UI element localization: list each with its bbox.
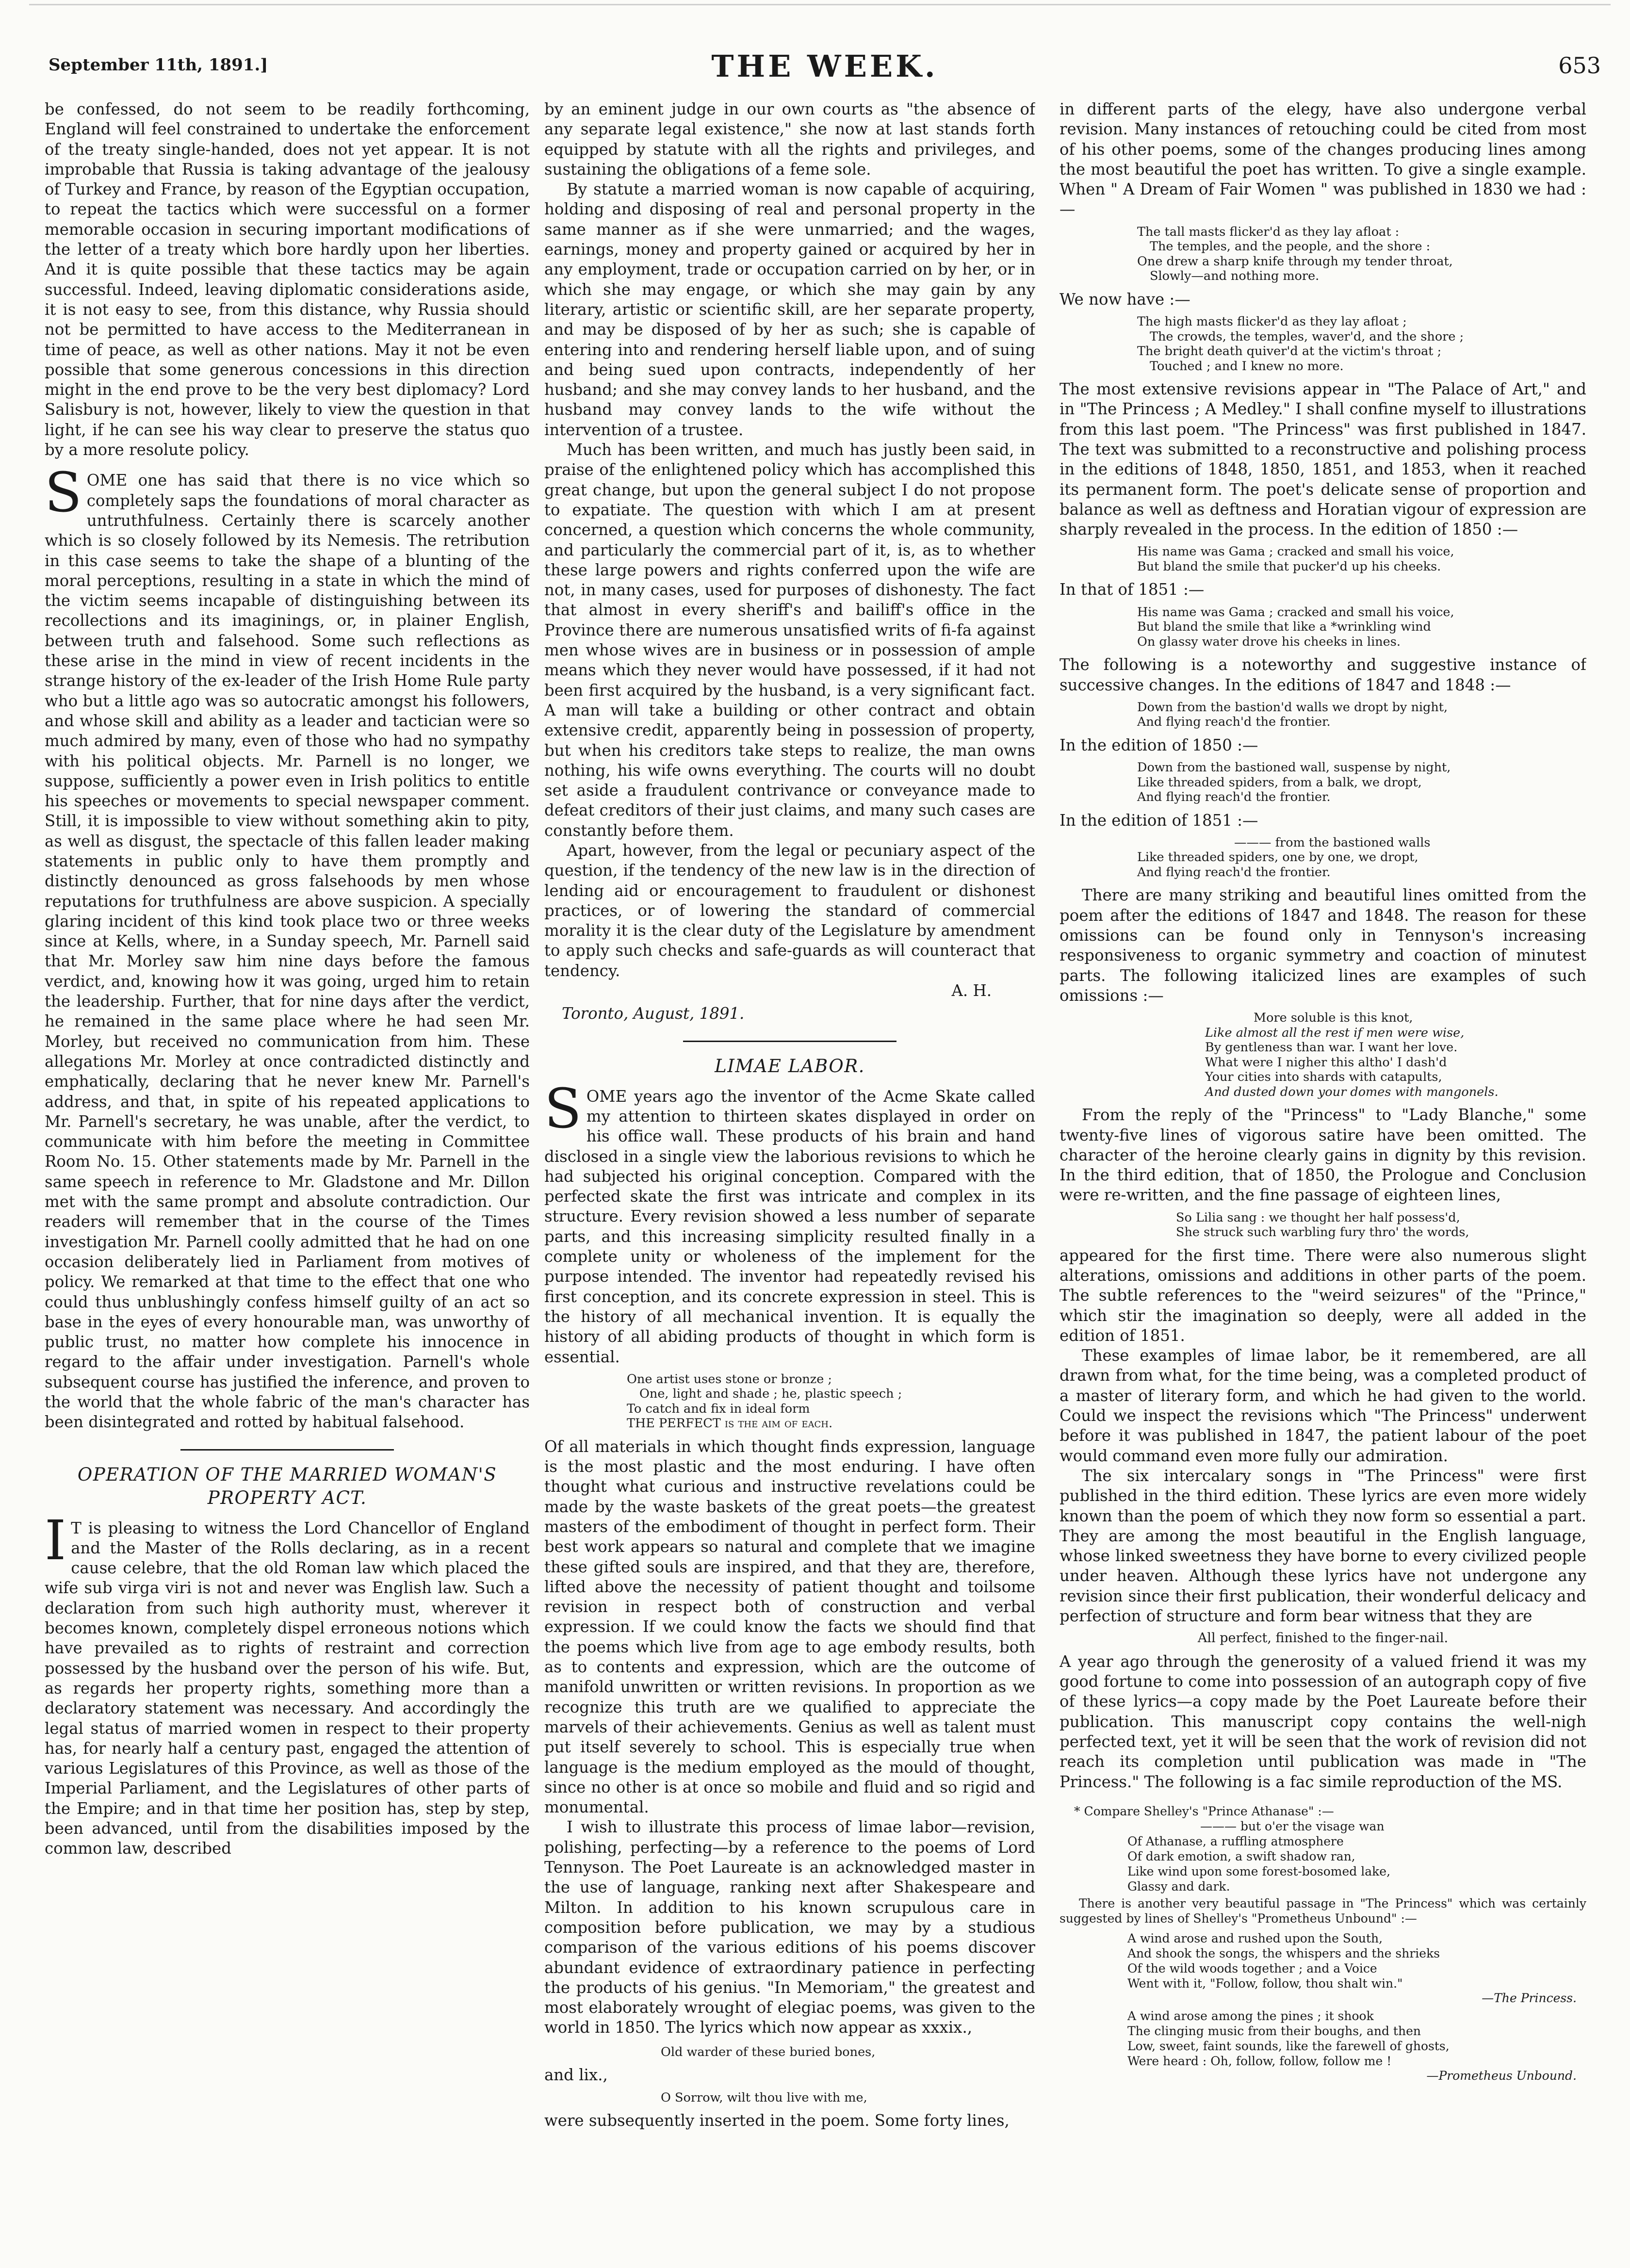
poem-line: And shook the songs, the whispers and the shrieks xyxy=(1127,1946,1440,1960)
princess-paragraph: The most extensive revisions appear in "The Palace of Art," and in "The Princess ; A Medley." I shall confine myself to illustrations from this last poem. "The Princess" was first published in 1847. The text was submitted to a reconstructive and polishing process in the editions of 1848, 1850, 1851, and 1853, when it reached its permanent form. The poet's delicate sense of proportion and balance as well as deftness and Horatian vigour of expression are sharply revealed in the process. In the edition of 1850 :— xyxy=(1060,380,1586,539)
poem-line: The temples, and the people, and the shore : xyxy=(1150,239,1431,254)
poem-line: But bland the smile that pucker'd up his cheeks. xyxy=(1137,559,1441,574)
successive-changes-paragraph: The following is a noteworthy and suggestive instance of successive changes. In the editions of 1847 and 1848 :— xyxy=(1060,655,1586,694)
poem-line: So Lilia sang : we thought her half possess'd, xyxy=(1176,1210,1460,1225)
column-3 xyxy=(1060,99,1586,2258)
poem-line: A wind arose among the pines ; it shook xyxy=(1127,2008,1374,2023)
poem-line: What were I nigher this altho' I dash'd xyxy=(1205,1055,1447,1070)
publication-title: THE WEEK. xyxy=(711,49,938,84)
statute-paragraph: By statute a married woman is now capable of acquiring, holding and disposing of real and personal property in the same manner as if she were unmarried; and the wages, earnings, money and property gained or acquired by her in any employment, trade or occupation carried on by her, or in which she may engage, or which she may gain by any literary, artistic or scientific skill, are her separate property, and may be disposed of by her as such; she is capable of entering into and rendering herself liable upon, and of suing and being sued upon contracts, independently of her husband; and she may convey lands to her husband, and the husband may convey lands to the wife without the intervention of a trustee. xyxy=(544,180,1035,439)
elegy-paragraph: in different parts of the elegy, have also undergone verbal revision. Many instances of retouching could be cited from most of his other poems, some of the changes producing lines among the most beautiful the poet has written. To give a single example. When " A Dream of Fair Women " was published in 1830 we had :— xyxy=(1060,100,1586,219)
poem-line: And flying reach'd the frontier. xyxy=(1137,715,1331,730)
poem-dream-1830 xyxy=(1060,225,1586,284)
place-date: Toronto, August, 1891. xyxy=(562,1004,745,1023)
page-number: 653 xyxy=(1558,52,1601,79)
poem-line: A wind arose and rushed upon the South, xyxy=(1127,1931,1383,1945)
feme-sole-paragraph: by an eminent judge in our own courts as "the absence of any separate legal existence," she now at last stands forth equipped by statute with all the rights and privileges, and sustaining the obligations of a feme sole. xyxy=(544,100,1035,179)
limae-labor-examples-paragraph: These examples of limae labor, be it remembered, are all drawn from what, for the time being, was a completed product of a master of literary form, and which he had given to the world. Could we inspect the revisions which "The Princess" underwent before it was published in 1847, the patient labour of the poet would command even more fully our admiration. xyxy=(1060,1346,1586,1465)
footnote-prometheus-intro: There is another very beautiful passage in "The Princess" which was certainly suggested by lines of Shelley's "Prometheus Unbound" :— xyxy=(1060,1896,1586,1925)
poem-line: His name was Gama ; cracked and small his voice, xyxy=(1137,544,1454,559)
legislature-paragraph: Apart, however, from the legal or pecuniary aspect of the question, if the tendency of the new law is in the direction of lending aid or encouragement to fraudulent or dishonest practices, or of lowering the standard of commercial morality it is the clear duty of the Legislature by amendment to apply such checks and safe-guards as will counteract that tendency. xyxy=(544,841,1035,980)
ed-1851: In the edition of 1851 :— xyxy=(1060,811,1258,830)
poem-line: Down from the bastion'd walls we dropt by night, xyxy=(1137,700,1448,715)
footnote-intro: * Compare Shelley's "Prince Athanase" :— xyxy=(1074,1804,1334,1818)
poem-line: Slowly—and nothing more. xyxy=(1150,269,1320,284)
poem-bastion-1847 xyxy=(1060,700,1586,730)
skate-text: OME years ago the inventor of the Acme Skate called my attention to thirteen skates displayed in order on his office wall. These products of his brain and hand disclosed in a single view the laborious revisions to which he had subjected his original conception. Compared with the perfected skate the first was intricate and complex in its structure. Every revision showed a less number of separate parts, and this increasing simplicity resulted finally in a complete unity or wholeness of the implement for the purpose intended. The inventor had repeatedly revised his first conception, and its concrete expression in steel. This is the history of all mechanical invention. It is equally the history of all abiding products of thought in which form is essential. xyxy=(544,1087,1035,1366)
poem-line: Like almost all the rest if men were wise, xyxy=(1205,1025,1465,1040)
autograph-paragraph: A year ago through the generosity of a valued friend it was my good fortune to come into possession of an autograph copy of five of these lyrics—a copy made by the Poet Laureate before their publication. This manuscript copy contains the well-nigh perfected text, yet it will be seen that the work of revision did not reach its completion until publication was made in "The Princess." The following is a fac simile reproduction of the MS. xyxy=(1060,1652,1586,1791)
in-1851: In that of 1851 :— xyxy=(1060,580,1205,599)
poem-lilia xyxy=(1060,1210,1586,1240)
poem-line: The tall masts flicker'd as they lay afloat : xyxy=(1137,224,1400,239)
poem-line: Went with it, "Follow, follow, thou shalt win." xyxy=(1127,1976,1403,1991)
poem-line: THE PERFECT is the aim of each. xyxy=(627,1416,833,1431)
skate-paragraph xyxy=(544,1077,1035,1367)
parnell-paragraph xyxy=(45,461,530,1432)
poem-bastion-1850 xyxy=(1060,760,1586,805)
section-divider xyxy=(683,1041,896,1042)
poem-line: Low, sweet, faint sounds, like the farewell of ghosts, xyxy=(1127,2039,1450,2053)
poem-line: And dusted down your domes with mangonels. xyxy=(1205,1084,1499,1099)
section-divider xyxy=(180,1449,394,1451)
poem-line: More soluble is this knot, xyxy=(1254,1011,1413,1026)
top-scan-edge xyxy=(29,4,1611,5)
tennyson-paragraph: I wish to illustrate this process of limae labor—revision, polishing, perfecting—by a reference to the poems of Lord Tennyson. The Poet Laureate is an acknowledged master in the use of language, ranking next after Shakespeare and Milton. In addition to his known scrupulous care in composition before publication, we may by a studious comparison of the various editions of his poems discover abundant evidence of extraordinary patience in perfecting the products of his genius. "In Memoriam," the greatest and most elaborately wrought of elegiac poems, was given to the world in 1850. The lyrics which now appear as xxxix., xyxy=(544,1818,1035,2037)
russia-paragraph: be confessed, do not seem to be readily forthcoming, England will feel constrained to undertake the enforcement of the treaty single-handed, does not yet appear. It is not improbable that Russia is taking advantage of the jealousy of Turkey and France, by reason of the Egyptian occupation, to repeat the tactics which were successful on a former memorable occasion in securing important modifications of the letter of a treaty which bore hardly upon her liberties. And it is quite possible that these tactics may be again successful. Indeed, leaving diplomatic considerations aside, it is not easy to see, from this distance, why Russia should not be permitted to have access to the Mediterranean in time of peace, as well as other nations. May it not be even possible that some generous concessions in this direction might in the end prove to be the very best diplomacy? Lord Salisbury is not, however, likely to view the question in that light, if he can see his way clear to preserve the status quo by a more resolute policy. xyxy=(45,100,530,459)
poem-line: Like threaded spiders, from a balk, we dropt, xyxy=(1137,775,1422,790)
first-time-paragraph: appeared for the first time. There were also numerous slight alterations, omissions and additions in other parts of the poem. The subtle references to the "weird seizures" of the "Prince," which stir the imagination so deeply, were all added in the edition of 1851. xyxy=(1060,1246,1586,1345)
drop-cap: S xyxy=(544,1077,582,1141)
poem-line: Like threaded spiders, one by one, we dropt, xyxy=(1137,850,1418,865)
poem-line: On glassy water drove his cheeks in lines. xyxy=(1137,634,1401,649)
poem-line: And flying reach'd the frontier. xyxy=(1137,790,1331,805)
poem-artist xyxy=(544,1372,1035,1431)
poem-line: Your cities into shards with catapults, xyxy=(1205,1070,1442,1085)
attribution-prometheus: —Prometheus Unbound. xyxy=(1426,2068,1577,2083)
omissions-paragraph: There are many striking and beautiful lines omitted from the poem after the editions of 1847 and 1848. The reason for these omissions can be found only in Tennyson's increasing responsiveness to organic symmetry and coaction of minutest parts. The following italicized lines are examples of such omissions :— xyxy=(1060,886,1586,1005)
intercalary-songs-paragraph: The six intercalary songs in "The Princess" were first published in the third edition. These lyrics are even more widely known than the poem of which they now form so essential a part. They are among the most beautiful in the English language, whose linked sweetness they have borne to every civilized people under heaven. Although these lyrics have not undergone any revision since their first publication, their wonderful delicacy and perfection of structure and form bear witness that they are xyxy=(1060,1466,1586,1626)
attribution-princess: —The Princess. xyxy=(1482,1991,1577,2005)
poem-line: One artist uses stone or bronze ; xyxy=(627,1371,832,1387)
poem-omissions xyxy=(1060,1011,1586,1099)
forty-lines-paragraph: were subsequently inserted in the poem. Some forty lines, xyxy=(544,2111,1010,2130)
signature-line xyxy=(544,981,1035,1001)
poem-dream-revised xyxy=(1060,314,1586,374)
poem-line: Like wind upon some forest-bosomed lake, xyxy=(1127,1864,1391,1878)
drop-cap: I xyxy=(45,1509,66,1572)
poem-bastion-1851 xyxy=(1060,835,1586,880)
footnotes xyxy=(1060,1804,1586,2083)
poem-line: Of Athanase, a ruffling atmosphere xyxy=(1127,1834,1344,1848)
poem-line: The crowds, the temples, waver'd, and the shore ; xyxy=(1150,329,1464,344)
poem-line: Down from the bastioned wall, suspense by night, xyxy=(1137,760,1451,775)
poem-line: ——— from the bastioned walls xyxy=(1234,835,1431,850)
footnote-poem-princess xyxy=(1060,1931,1586,1991)
married-women-text: T is pleasing to witness the Lord Chancellor of England and the Master of the Rolls declaring, as in a recent cause celebre, that the old Roman law which placed the wife sub virga viri is not and never was English law. Such a declaration from such high authority must, wherever it becomes known, completely dispel erroneous notions which have prevailed as to rights of restraint and correction possessed by the husband over the person of his wife. But, as regards her property rights, something more than a declaratory statement was necessary. And accordingly the legal status of married women in respect to their property has, for nearly half a century past, engaged the attention of various Legislatures of this Province, as well as those of the Imperial Parliament, and the Legislatures of other parts of the Empire; and in that time her position has, step by step, been advanced, until from the disabilities imposed by the common law, described xyxy=(45,1518,530,1858)
poem-line: Touched ; and I knew no more. xyxy=(1150,359,1344,374)
column-1 xyxy=(45,99,530,2239)
lady-blanche-paragraph: From the reply of the "Princess" to "Lady Blanche," some twenty-five lines of vigorous satire have been omitted. The character of the heroine clearly gains in dignity by this revision. In the third edition, that of 1850, the Prologue and Conclusion were re-written, and the fine passage of eighteen lines, xyxy=(1060,1106,1586,1205)
poem-line: And flying reach'd the frontier. xyxy=(1137,865,1331,880)
married-women-paragraph xyxy=(45,1509,530,1859)
poem-line: The bright death quiver'd at the victim's throat ; xyxy=(1137,344,1442,359)
column-2 xyxy=(544,99,1035,2249)
language-paragraph: Of all materials in which thought finds expression, language is the most plastic and the most enduring. I have often thought what curious and instructive revelations could be made by the waste baskets of the great poets—the greatest masters of the embodiment of thought in perfect form. Their best work appears so natural and complete that we imagine these gifted souls are inspired, and that they are, therefore, lifted above the necessity of patient thought and toilsome revision in respect both of construction and verbal expression. If we could know the facts we should find that the poems which live from age to age embody results, both as to contents and expression, which are the outcome of manifold unwritten or written revisions. In proportion as we recognize this truth are we qualified to appreciate the marvels of their achievements. Genius as well as talent must put itself severely to school. This is especially true when language is the medium employed as the mould of thought, since no other is at once so mobile and fluid and so rigid and monumental. xyxy=(544,1437,1035,1817)
footnote-poem-athanase xyxy=(1060,1819,1586,1894)
poem-line: Of the wild woods together ; and a Voice xyxy=(1127,1961,1377,1975)
now-have: We now have :— xyxy=(1060,290,1190,309)
poem-line: She struck such warbling fury thro' the words, xyxy=(1176,1225,1469,1240)
poem-line: One, light and shade ; he, plastic speech ; xyxy=(639,1387,902,1402)
drop-cap: S xyxy=(45,461,82,525)
header-date: September 11th, 1891.] xyxy=(49,55,268,75)
poem-line: Glassy and dark. xyxy=(1127,1879,1230,1893)
poem-line: The high masts flicker'd as they lay afloat ; xyxy=(1137,314,1407,329)
section-title-limae-labor: LIMAE LABOR. xyxy=(715,1055,865,1077)
poem-line: The clinging music from their boughs, and then xyxy=(1127,2023,1421,2038)
poem-line: His name was Gama ; cracked and small his voice, xyxy=(1137,604,1454,620)
poem-gama-1850 xyxy=(1060,544,1586,574)
poem-gama-1851 xyxy=(1060,605,1586,650)
quote-finger-nail: All perfect, finished to the finger-nail. xyxy=(1197,1631,1449,1646)
quote-warder: Old warder of these buried bones, xyxy=(661,2044,876,2059)
fraud-paragraph: Much has been written, and much has justly been said, in praise of the enlightened policy which has accomplished this great change, but upon the general subject I do not propose to expatiate. The question with which I am at present concerned, a question which concerns the whole community, and particularly the commercial part of it, is, as to whether these large powers and rights conferred upon the wife are not, in many cases, used for purposes of dishonesty. The fact that almost in every sheriff's and bailiff's office in the Province there are numerous unsatisfied writs of fi-fa against men whose wives are in business or in possession of ample means which they never would have possessed, if it had not been first acquired by the husband, is a very significant fact. A man will take a building or other contract and obtain extensive credit, apparently being in possession of property, but when his creditors take steps to realize, the man owns nothing, his wife owns everything. The courts will no doubt set aside a fraudulent contrivance or conveyance made to defeat creditors of their just claims, and many such cases are constantly before them. xyxy=(544,441,1035,840)
section-title-married-womans-act: OPERATION OF THE MARRIED WOMAN'S PROPERTY ACT. xyxy=(77,1464,497,1508)
quote-sorrow: O Sorrow, wilt thou live with me, xyxy=(661,2090,867,2105)
poem-line: By gentleness than war. I want her love. xyxy=(1205,1040,1458,1055)
and-lix: and lix., xyxy=(544,2066,608,2085)
poem-line: Were heard : Oh, follow, follow, follow me ! xyxy=(1127,2054,1392,2068)
poem-line: Of dark emotion, a swift shadow ran, xyxy=(1127,1849,1355,1863)
page-header xyxy=(49,49,1601,92)
parnell-text: OME one has said that there is no vice which so completely saps the foundations of moral character as untruthfulness. Certainly there is scarcely another which is so closely followed by its Nemesis. The retribution in this case seems to take the shape of a blunting of the moral perceptions, resulting in a state in which the mind of the victim seems incapable of distinguishing between its recollections and its imaginings, or, in plainer English, between truth and falsehood. Some such reflections as these arise in the mind in view of recent incidents in the strange history of the ex-leader of the Irish Home Rule party who but a little ago was so autocratic amongst his followers, and whose skill and ability as a leader and tactician were so much admired by many, even of those who had no sympathy with his political objects. Mr. Parnell is no longer, we suppose, sufficiently a power even in Irish politics to entitle his speeches or movements to special newspaper comment. Still, it is impossible to view without something akin to pity, as well as disgust, the spectacle of this fallen leader making statements in public only to have them promptly and distinctly denounced as gross falsehoods by men whose reputations for truthfulness are above suspicion. A specially glaring incident of this kind took place two or three weeks since at Kells, where, in a Sunday speech, Mr. Parnell said that Mr. Morley saw him nine days before the famous verdict, and, knowing how it was going, urged him to retain the leadership. Further, that for nine days after the verdict, he remained in the same place where he had seen Mr. Morley, but received no communication from him. These allegations Mr. Morley at once contradicted distinctly and emphatically, declaring that he never knew Mr. Parnell's address, and that, in spite of his repeated applications to Mr. Parnell's secretary, he was unable, after the verdict, to communicate with him before the meeting in Committee Room No. 15. Other statements made by Mr. Parnell in the same speech in reference to Mr. Gladstone and Mr. Dillon met with the same prompt and absolute contradiction. Our readers will remember that in the course of the Times investigation Mr. Parnell coolly admitted that he had on one occasion deliberately lied in Parliament from motives of policy. We remarked at that time to the effect that one who could thus unblushingly confess himself guilty of an act so base in the eyes of every honourable man, was unworthy of public trust, no matter how complete his innocence in regard to the affair under investigation. Parnell's whole subsequent course has justified the inference, and proven to the world that the whole fabric of the man's character has been disintegrated and rotted by habitual falsehood. xyxy=(45,471,530,1432)
footnote-poem-prometheus xyxy=(1060,2008,1586,2069)
poem-line: ——— but o'er the visage wan xyxy=(1200,1819,1385,1833)
author-initials: A. H. xyxy=(951,981,992,1000)
poem-line: To catch and fix in ideal form xyxy=(627,1401,810,1416)
poem-line: One drew a sharp knife through my tender throat, xyxy=(1137,254,1453,269)
poem-line: But bland the smile that like a *wrinkling wind xyxy=(1137,620,1431,635)
ed-1850: In the edition of 1850 :— xyxy=(1060,735,1258,754)
